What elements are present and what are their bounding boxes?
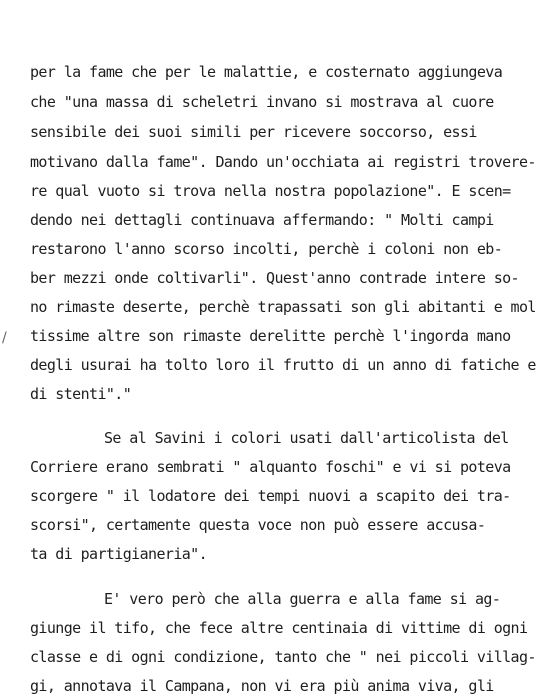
text-line: tissime altre son rimaste derelitte perchè l'ingorda mano [30,327,511,345]
text-line: restarono l'anno scorso incolti, perchè i coloni non eb- [30,240,503,258]
text-line: ber mezzi onde coltivarli". Quest'anno contrade intere so- [30,269,519,287]
text-line: re qual vuoto si trova nella nostra popolazione". E scen= [30,182,511,200]
text-line: motivano dalla fame". Dando un'occhiata ai registri trovere- [30,153,536,171]
text-line: che "una massa di scheletri invano si mostrava al cuore [30,93,494,111]
margin-pencil-mark: / [2,330,7,346]
text-line: per la fame che per le malattie, e costernato aggiungeva [30,63,503,81]
text-line: ta di partigianeria". [30,545,208,563]
text-line: scorsi", certamente questa voce non può essere accusa- [30,516,486,534]
text-line: giunge il tifo, che fece altre centinaia di vittime di ogni [30,619,528,637]
text-line: Corriere erano sembrati " alquanto foschi" e vi si poteva [30,458,511,476]
text-line: di stenti"." [30,385,132,403]
text-line: gi, annotava il Campana, non vi era più anima viva, gli [30,677,494,695]
text-line: dendo nei dettagli continuava affermando: " Molti campi [30,211,494,229]
text-line: no rimaste deserte, perchè trapassati son gli abitanti e mol [30,298,536,316]
text-line: degli usurai ha tolto loro il frutto di un anno di fatiche e [30,356,536,374]
text-line: E' vero però che alla guerra e alla fame si ag- [104,590,501,608]
text-line: classe e di ogni condizione, tanto che " nei piccoli villag- [30,648,536,666]
text-line: Se al Savini i colori usati dall'articolista del [104,429,509,447]
text-line: scorgere " il lodatore dei tempi nuovi a scapito dei tra- [30,487,511,505]
text-line: sensibile dei suoi simili per ricevere soccorso, essi [30,123,477,141]
